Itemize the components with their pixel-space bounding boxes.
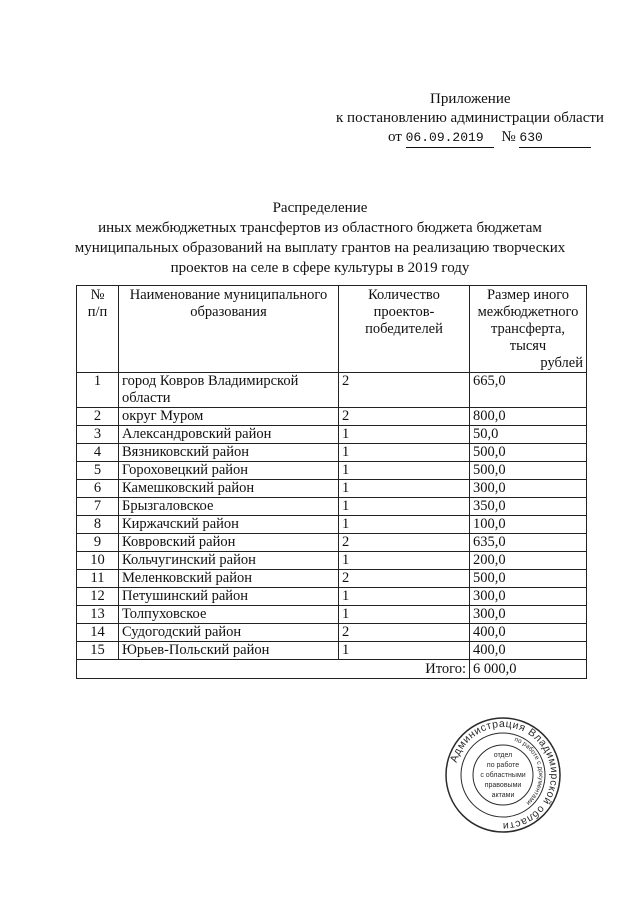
row-winners-count: 1 [339, 588, 470, 606]
header-num: № п/п [77, 286, 119, 373]
row-transfer-amount: 400,0 [470, 624, 587, 642]
row-winners-count: 1 [339, 516, 470, 534]
table-row [77, 606, 587, 624]
row-winners-count: 2 [339, 534, 470, 552]
total-value: 6 000,0 [470, 660, 587, 679]
row-municipality: Кольчугинский район [119, 552, 339, 570]
row-transfer-amount: 200,0 [470, 552, 587, 570]
appendix-label: Приложение [430, 91, 511, 107]
resolution-date: 06.09.2019 [406, 128, 494, 148]
row-transfer-amount: 635,0 [470, 534, 587, 552]
resolution-number: 630 [519, 128, 591, 148]
table-header-row [77, 286, 587, 373]
row-winners-count: 1 [339, 426, 470, 444]
svg-text:по работе: по работе [486, 762, 520, 769]
row-winners-count: 2 [339, 624, 470, 642]
row-winners-count: 2 [339, 570, 470, 588]
appendix-resolution: к постановлению администрации области [336, 110, 604, 126]
table-row [77, 516, 587, 534]
row-transfer-amount: 100,0 [470, 516, 587, 534]
row-transfer-amount: 665,0 [470, 373, 587, 408]
svg-text:актами: актами [491, 792, 515, 799]
row-winners-count: 1 [339, 552, 470, 570]
row-number: 11 [77, 570, 119, 588]
title-line: иных межбюджетных трансфертов из областного бюджета бюджетам [98, 220, 542, 236]
row-transfer-amount: 500,0 [470, 462, 587, 480]
appendix-date-number [388, 128, 591, 148]
table-row [77, 570, 587, 588]
table-row [77, 552, 587, 570]
row-transfer-amount: 500,0 [470, 570, 587, 588]
row-transfer-amount: 350,0 [470, 498, 587, 516]
total-label: Итого: [77, 660, 470, 679]
title-line: проектов на селе в сфере культуры в 2019 году [170, 260, 470, 276]
header-count: Количество проектов- победителей [339, 286, 470, 373]
row-winners-count: 1 [339, 480, 470, 498]
row-number: 1 [77, 373, 119, 408]
svg-text:с областными: с областными [480, 772, 526, 779]
row-number: 5 [77, 462, 119, 480]
row-municipality: Гороховецкий район [119, 462, 339, 480]
row-winners-count: 1 [339, 444, 470, 462]
table-row [77, 624, 587, 642]
row-municipality: Камешковский район [119, 480, 339, 498]
document-title [60, 198, 580, 278]
row-number: 4 [77, 444, 119, 462]
row-winners-count: 1 [339, 642, 470, 660]
stamp-inner-ring-text: по работе с документами [513, 736, 545, 807]
row-transfer-amount: 300,0 [470, 480, 587, 498]
row-number: 10 [77, 552, 119, 570]
row-municipality: округ Муром [119, 408, 339, 426]
table-body [77, 373, 587, 660]
header-name: Наименование муниципального образования [119, 286, 339, 373]
table-row [77, 588, 587, 606]
table-row [77, 480, 587, 498]
row-number: 7 [77, 498, 119, 516]
table-row [77, 462, 587, 480]
row-winners-count: 2 [339, 408, 470, 426]
row-municipality: Толпуховское [119, 606, 339, 624]
row-winners-count: 1 [339, 498, 470, 516]
official-stamp [444, 716, 562, 834]
date-prefix: от [388, 129, 402, 145]
table-total-row [77, 660, 587, 679]
table-row [77, 373, 587, 408]
title-line: Распределение [272, 200, 368, 216]
row-number: 15 [77, 642, 119, 660]
row-municipality: Ковровский район [119, 534, 339, 552]
row-municipality: Судогодский район [119, 624, 339, 642]
row-number: 3 [77, 426, 119, 444]
row-number: 9 [77, 534, 119, 552]
table-row [77, 642, 587, 660]
svg-text:правовыми: правовыми [484, 782, 522, 789]
row-transfer-amount: 300,0 [470, 588, 587, 606]
stamp-outer-text: Администрация Владимирской области [447, 717, 561, 833]
header-amount: Размер иного межбюджетного трансферта, тысяч рублей [470, 286, 587, 373]
row-winners-count: 1 [339, 606, 470, 624]
row-municipality: Петушинский район [119, 588, 339, 606]
title-line: муниципальных образований на выплату грантов на реализацию творческих [74, 240, 566, 256]
row-municipality: город Ковров Владимирской области [119, 373, 339, 408]
row-municipality: Меленковский район [119, 570, 339, 588]
row-number: 6 [77, 480, 119, 498]
row-transfer-amount: 500,0 [470, 444, 587, 462]
row-number: 8 [77, 516, 119, 534]
row-transfer-amount: 800,0 [470, 408, 587, 426]
row-number: 14 [77, 624, 119, 642]
row-transfer-amount: 400,0 [470, 642, 587, 660]
row-municipality: Киржачский район [119, 516, 339, 534]
stamp-seal-graphic [444, 716, 562, 834]
row-municipality: Юрьев-Польский район [119, 642, 339, 660]
table-row [77, 426, 587, 444]
row-number: 12 [77, 588, 119, 606]
row-transfer-amount: 50,0 [470, 426, 587, 444]
row-winners-count: 2 [339, 373, 470, 408]
row-municipality: Вязниковский район [119, 444, 339, 462]
table-row [77, 408, 587, 426]
row-number: 2 [77, 408, 119, 426]
distribution-table [76, 285, 587, 679]
table-row [77, 498, 587, 516]
number-prefix: № [501, 129, 516, 145]
svg-text:отдел: отдел [493, 752, 513, 759]
row-number: 13 [77, 606, 119, 624]
table-row [77, 534, 587, 552]
table-row [77, 444, 587, 462]
stamp-center-text [480, 752, 525, 799]
row-transfer-amount: 300,0 [470, 606, 587, 624]
row-municipality: Брызгаловское [119, 498, 339, 516]
row-winners-count: 1 [339, 462, 470, 480]
row-municipality: Александровский район [119, 426, 339, 444]
